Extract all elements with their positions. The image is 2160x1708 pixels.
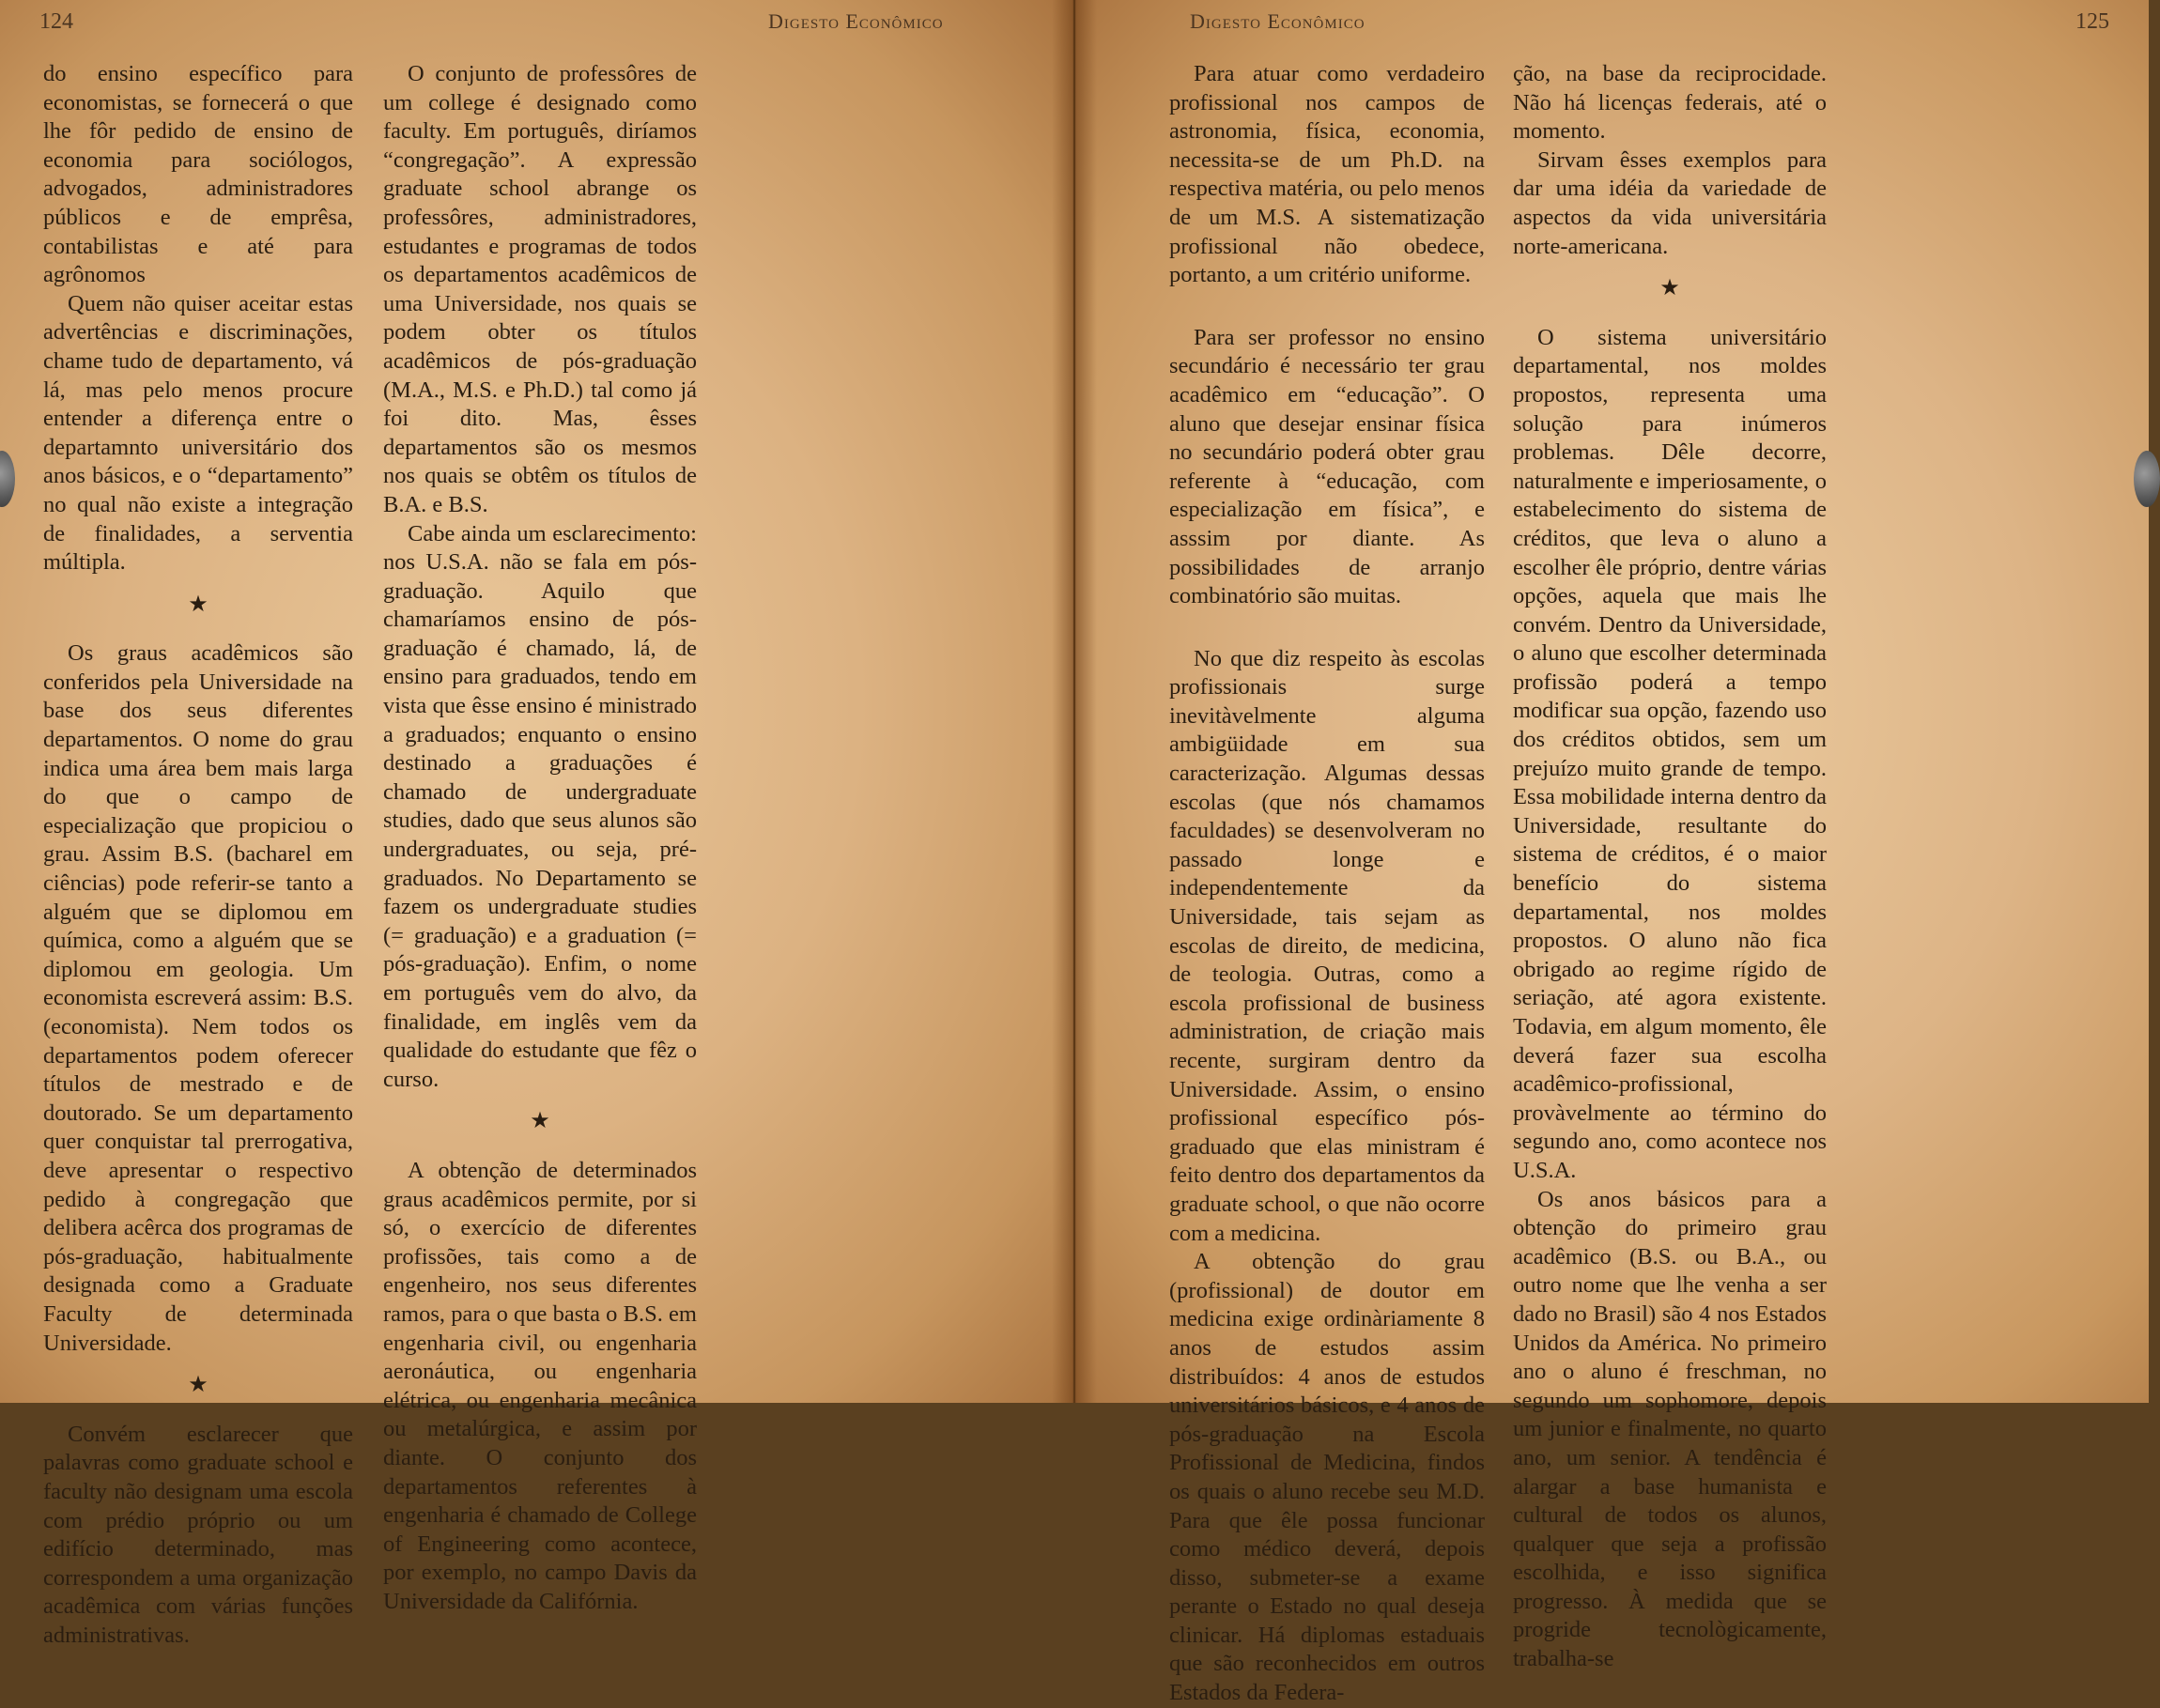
section-divider-star: ★ [188, 592, 208, 617]
paragraph: Os anos básicos para a obtenção do primeiro grau acadêmico (B.S. ou B.A., ou outro nome que lhe venha a ser dado no Brasil) são 4 nos Estados Unidos da América. No primeiro ano o aluno é freschman, no segundo um sophomore, depois um junior e finalmente, no quarto ano, um senior. A tendência é alargar a base humanista e cultural de todos os alunos, qualquer que seja a profissão escolhida, e isso significa progresso. À medida que se progride tecnològicamente, trabalha-se [1513, 1186, 1827, 1672]
section-divider-star: ★ [530, 1109, 550, 1134]
paragraph-gap [1169, 611, 1485, 645]
page-number: 124 [39, 9, 73, 34]
paragraph-gap [1169, 290, 1485, 324]
paragraph: O conjunto de professôres de um college é designado como faculty. Em português, diríamos “congregação”. A expressão graduate school abrange os professôres, administradores, estudantes e programas de todos os departamentos acadêmicos de uma Universidade, nos quais se podem obter os títulos acadêmicos de pós-graduação (M.A., M.S. e Ph.D.) tal como já foi dito. Mas, êsses departamentos são os mesmos nos quais se obtêm os títulos de B.A. e B.S. [383, 61, 697, 517]
paragraph: Para atuar como verdadeiro profissional nos campos de astronomia, física, economia, necessita-se de um Ph.D. na respectiva matéria, ou pelo menos de um M.S. A sistematização profissional não obedece, portanto, a um critério uniforme. [1169, 61, 1485, 288]
paragraph: do ensino específico para economistas, se fornecerá o que lhe fôr pedido de ensino de economia para sociólogos, advogados, administradores públicos e de emprêsa, contabilistas e até para agrônomos [43, 61, 353, 288]
paragraph: Os graus acadêmicos são conferidos pela Universidade na base dos seus diferentes departamentos. O nome do grau indica uma área bem mais larga do que o campo de especialização que propiciou o grau. Assim B.S. (bacharel em ciências) pode referir-se tanto a alguém que se diplomou em química, como a alguém que se diplomou em geologia. Um economista escreverá assim: B.S. (economista). Nem todos os departamentos podem oferecer títulos de mestrado e de doutorado. Se um departamento quer conquistar tal prerrogativa, deve apresentar o respectivo pedido à congregação que delibera acêrca dos programas de pós-graduação, habitualmente designada como a Graduate Faculty de determinada Universidade. [43, 640, 353, 1356]
paragraph: No que diz respeito às escolas profissionais surge inevitàvelmente alguma ambigüidade em sua caracterização. Algumas dessas escolas (que nós chamamos faculdades) se desenvolveram no passado longe e independentemente da Universidade, tais sejam as escolas de direito, de medicina, de teologia. Outras, como a escola profissional de business administration, de criação mais recente, surgiram dentro da Universidade. Assim, o ensino profissional específico pós-graduado que elas ministram é feito dentro dos departamentos da graduate school, o que não ocorre com a medicina. [1169, 645, 1485, 1246]
paragraph: Cabe ainda um esclarecimento: nos U.S.A. não se fala em pós-graduação. Aquilo que chamaríamos ensino de pós-graduação é chamado, lá, de ensino para graduados, tendo em vista que êsse ensino é ministrado a graduados; enquanto o ensino destinado a graduações é chamado de undergraduate studies, dado que seus alunos são undergraduates, ou seja, pré-graduados. No Departamento se fazem os undergraduate studies (= graduação) e a graduation (= pós-graduação). Enfim, o nome em português vem do alvo, da finalidade, em inglês vem da qualidade do estudante que fêz o curso. [383, 520, 697, 1092]
right-page [1075, 0, 2149, 1706]
page-number: 125 [2075, 9, 2109, 34]
text-column [383, 60, 697, 1616]
paragraph: A obtenção de determinados graus acadêmicos permite, por si só, o exercício de diferentes profissões, tais como a de engenheiro, nos seus diferentes ramos, para o que basta o B.S. em engenharia civil, ou engenharia aeronáutica, ou engenharia elétrica, ou engenharia mecânica ou metalúrgica, e assim por diante. O conjunto dos departamentos referentes à engenharia é chamado de College of Engineering como acontece, por exemplo, no campo Davis da Universidade da Califórnia. [383, 1157, 697, 1614]
paragraph: A obtenção do grau (profissional) de doutor em medicina exige ordinàriamente 8 anos de estudos assim distribuídos: 4 anos de estudos universitários básicos, e 4 anos de pós-graduação na Escola Profissional de Medicina, findos os quais o aluno recebe seu M.D. Para que êle possa funcionar como médico deverá, depois disso, submeter-se a exame perante o Estado no qual deseja clinicar. Há diplomas estaduais que são reconhecidos em outros Estados da Federa- [1169, 1249, 1485, 1706]
paragraph: O sistema universitário departamental, nos moldes propostos, representa uma solução para inúmeros problemas. Dêle decorre, naturalmente e imperiosamente, o estabelecimento do sistema de créditos, que leva o aluno a escolher êle próprio, dentre várias opções, aquela que mais lhe convém. Dentro da Universidade, o aluno que escolher determinada profissão poderá a tempo modificar sua opção, fazendo uso dos créditos obtidos, sem um prejuízo muito grande de tempo. Essa mobilidade interna dentro da Universidade, resultante do sistema de créditos, é o maior benefício do sistema departamental, nos moldes propostos. O aluno não fica obrigado ao regime rígido de seriação, até agora existente. Todavia, em algum momento, êle deverá fazer sua escolha acadêmico-profissional, provàvelmente ao término do segundo ano, como acontece nos U.S.A. [1513, 324, 1827, 1183]
left-page [0, 0, 1073, 1648]
book-gutter [1052, 0, 1097, 1403]
paragraph: Para ser professor no ensino secundário é necessário ter grau acadêmico em “educação”. O aluno que desejar ensinar física no secundário poderá obter grau referente à “educação, com especialização em física”, e asssim por diante. As possibilidades de arranjo combinatório são muitas. [1169, 324, 1485, 609]
text-column [1513, 60, 1827, 1674]
punch-hole [2134, 451, 2160, 507]
running-head: Digesto Econômico [1190, 9, 1365, 33]
paragraph: Convém esclarecer que palavras como graduate school e faculty não designam uma escola com prédio próprio ou um edifício determinado, mas correspondem a uma organização acadêmica com várias funções administrativas. [43, 1421, 353, 1648]
section-divider-star: ★ [1659, 276, 1680, 301]
running-head: Digesto Econômico [768, 9, 944, 33]
paragraph: Sirvam êsses exemplos para dar uma idéia da variedade de aspectos da vida universitária norte-americana. [1513, 146, 1827, 259]
paragraph: ção, na base da reciprocidade. Não há licenças federais, até o momento. [1513, 61, 1827, 145]
text-column [43, 60, 353, 1650]
section-divider-star: ★ [188, 1373, 208, 1398]
punch-hole [0, 451, 15, 507]
paragraph: Quem não quiser aceitar estas advertências e discriminações, chame tudo de departamento, vá lá, mas pelo menos procure entender a diferença entre o departamnto universitário dos anos básicos, e o “departamento” no qual não existe a integração de finalidades, a serventia múltipla. [43, 290, 353, 576]
text-column [1169, 60, 1485, 1708]
